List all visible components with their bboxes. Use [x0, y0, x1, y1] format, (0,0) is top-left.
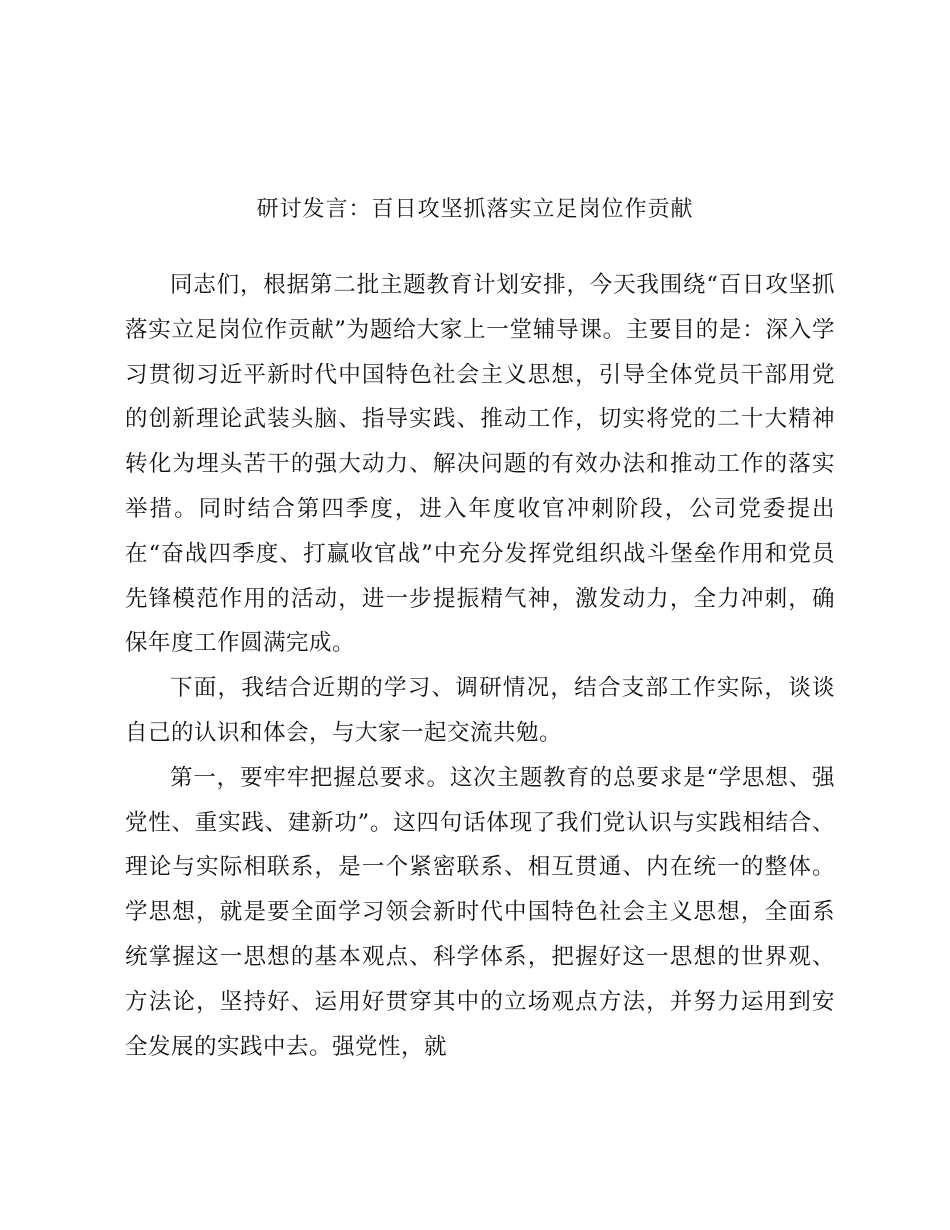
paragraph-point-one: 第一，要牢牢把握总要求。这次主题教育的总要求是“学思想、强党性、重实践、建新功”。这四句话体现了我们党认识与实践相结合、理论与实际相联系，是一个紧密联系、相互贯通、内在统一的整体。学思想，就是要全面学习领会新时代中国特色社会主义思想，全面系统掌握这一思想的基本观点、科学体系，把握好这一思想的世界观、方法论，坚持好、运用好贯穿其中的立场观点方法，并努力运用到安全发展的实践中去。强党性，就 — [125, 764, 835, 1060]
paragraph-transition: 下面，我结合近期的学习、调研情况，结合支部工作实际，谈谈自己的认识和体会，与大家一起交流共勉。 — [125, 675, 835, 746]
document-body — [125, 263, 835, 1069]
document-title: 研讨发言：百日攻坚抓落实立足岗位作贡献 — [256, 197, 694, 222]
paragraph-intro: 同志们，根据第二批主题教育计划安排，今天我围绕“百日攻坚抓落实立足岗位作贡献”为题给大家上一堂辅导课。主要目的是：深入学习贯彻习近平新时代中国特色社会主义思想，引导全体党员干部用党的创新理论武装头脑、指导实践、推动工作，切实将党的二十大精神转化为埋头苦干的强大动力、解决问题的有效办法和推动工作的落实举措。同时结合第四季度，进入年度收官冲刺阶段，公司党委提出在“奋战四季度、打赢收官战”中充分发挥党组织战斗堡垒作用和党员先锋模范作用的活动，进一步提振精气神，激发动力，全力冲刺，确保年度工作圆满完成。 — [125, 272, 835, 657]
